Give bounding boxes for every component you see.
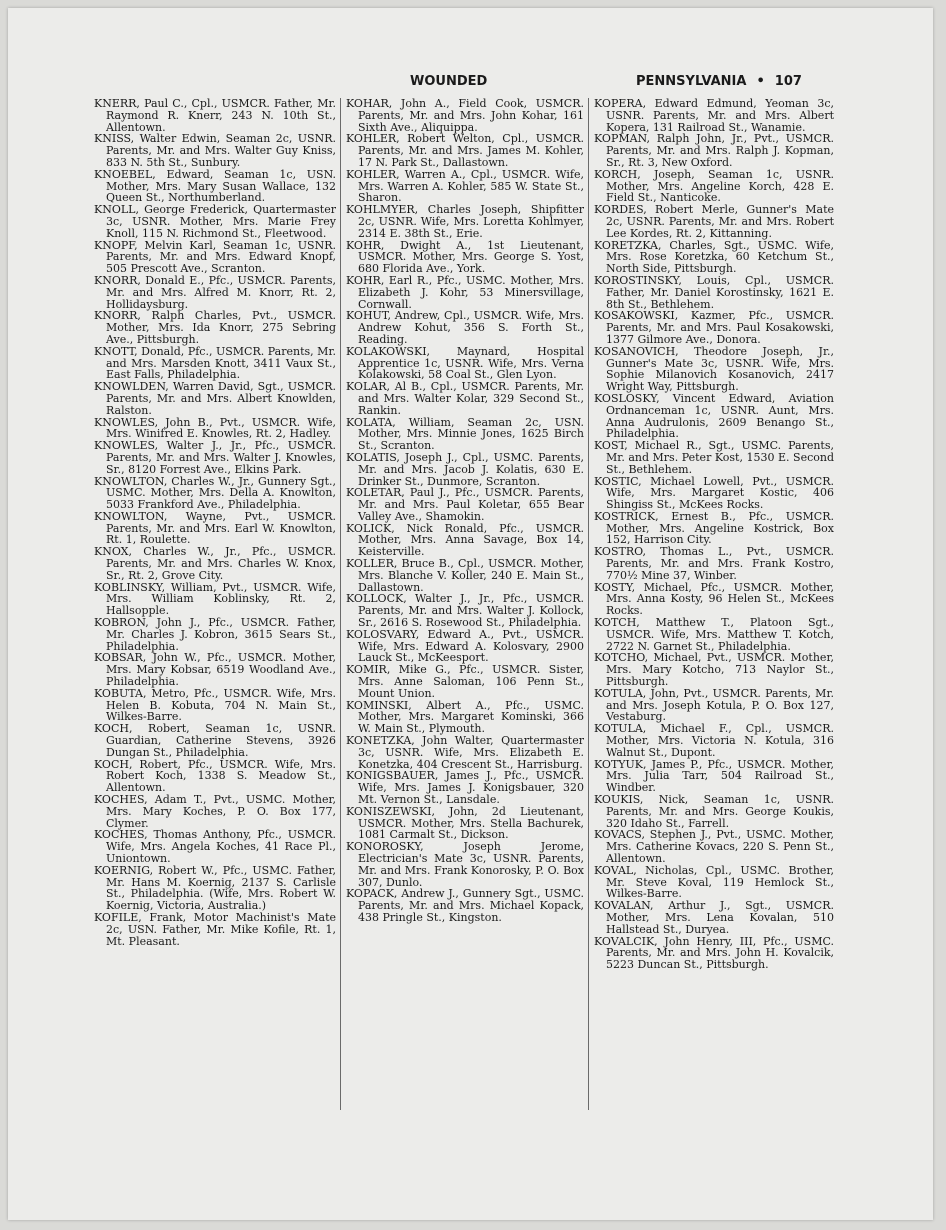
casualty-entry: KOVACS, Stephen J., Pvt., USMC. Mother, Mrs. Catherine Kovacs, 220 S. Penn St., Allentown. bbox=[594, 828, 834, 865]
casualty-entry: KOUKIS, Nick, Seaman 1c, USNR. Parents, Mr. and Mrs. George Koukis, 320 Idaho St., Farrell. bbox=[594, 793, 834, 830]
casualty-entry: KOHUT, Andrew, Cpl., USMCR. Wife, Mrs. Andrew Kohut, 356 S. Forth St., Reading. bbox=[346, 309, 584, 346]
casualty-entry: KOST, Michael R., Sgt., USMC. Parents, Mr. and Mrs. Peter Kost, 1530 E. Second St., Bethlehem. bbox=[594, 439, 834, 476]
casualty-entry: KOCH, Robert, Pfc., USMCR. Wife, Mrs. Robert Koch, 1338 S. Meadow St., Allentown. bbox=[94, 757, 336, 795]
column-1 bbox=[94, 98, 336, 1118]
casualty-entry: KOLATA, William, Seaman 2c, USN. Mother, Mrs. Minnie Jones, 1625 Birch St., Scranton. bbox=[346, 415, 584, 453]
casualty-entry: KOBSAR, John W., Pfc., USMCR. Mother, Mrs. Mary Kobsar, 6519 Woodland Ave., Philadelphia. bbox=[94, 651, 336, 689]
casualty-entry: KNOWLES, Walter J., Jr., Pfc., USMCR. Parents, Mr. and Mrs. Walter J. Knowles, Sr., 8120 Forrest Ave., Elkins Park. bbox=[94, 439, 336, 476]
casualty-entry: KNERR, Paul C., Cpl., USMCR. Father, Mr. Raymond R. Knerr, 243 N. 10th St., Allentown. bbox=[94, 98, 336, 134]
casualty-entry: KOMINSKI, Albert A., Pfc., USMC. Mother, Mrs. Margaret Kominski, 366 W. Main St., Plymouth. bbox=[346, 698, 584, 736]
state-name: PENNSYLVANIA bbox=[636, 74, 747, 89]
casualty-entry: KNOLL, George Frederick, Quartermaster 3c, USNR. Mother, Mrs. Marie Frey Knoll, 115 N. Richmond St., Fleetwood. bbox=[94, 203, 336, 240]
casualty-entry: KOHLMYER, Charles Joseph, Shipfitter 2c, USNR. Wife, Mrs. Loretta Kohlmyer, 2314 E. 38th St., Erie. bbox=[346, 203, 584, 240]
casualty-entry: KOLAKOWSKI, Maynard, Hospital Apprentice 1c, USNR. Wife, Mrs. Verna Kolakowski, 58 Coal St., Glen Lyon. bbox=[346, 344, 584, 382]
casualty-entry: KOHLER, Robert Welton, Cpl., USMCR. Parents, Mr. and Mrs. James M. Kohler, 17 N. Park St., Dallastown. bbox=[346, 132, 584, 169]
casualty-entry: KOBRON, John J., Pfc., USMCR. Father, Mr. Charles J. Kobron, 3615 Sears St., Philadelphia. bbox=[94, 616, 336, 653]
casualty-entry: KOLAR, Al B., Cpl., USMCR. Parents, Mr. and Mrs. Walter Kolar, 329 Second St., Rankin. bbox=[346, 380, 584, 417]
casualty-entry: KNOTT, Donald, Pfc., USMCR. Parents, Mr. and Mrs. Marsden Knott, 3411 Vaux St., East Falls, Philadelphia. bbox=[94, 344, 336, 382]
casualty-entry: KORCH, Joseph, Seaman 1c, USNR. Mother, Mrs. Angeline Korch, 428 E. Field St., Nanticoke. bbox=[594, 167, 834, 205]
casualty-entry: KOLLER, Bruce B., Cpl., USMCR. Mother, Mrs. Blanche V. Koller, 240 E. Main St., Dallastown. bbox=[346, 557, 584, 594]
casualty-entry: KOLETAR, Paul J., Pfc., USMCR. Parents, Mr. and Mrs. Paul Koletar, 655 Bear Valley Ave., Shamokin. bbox=[346, 486, 584, 523]
casualty-entry: KOMIR, Mike G., Pfc., USMCR. Sister, Mrs. Anne Saloman, 106 Penn St., Mount Union. bbox=[346, 663, 584, 700]
casualty-entry: KNOWLTON, Wayne, Pvt., USMCR. Parents, Mr. and Mrs. Earl W. Knowlton, Rt. 1, Roulette. bbox=[94, 509, 336, 547]
column-3 bbox=[594, 98, 834, 1118]
casualty-entry: KOCHES, Adam T., Pvt., USMC. Mother, Mrs. Mary Koches, P. O. Box 177, Clymer. bbox=[94, 793, 336, 830]
casualty-entry: KNOWLES, John B., Pvt., USMCR. Wife, Mrs. Winifred E. Knowles, Rt. 2, Hadley. bbox=[94, 415, 336, 441]
casualty-entry: KOTYUK, James P., Pfc., USMCR. Mother, Mrs. Julia Tarr, 504 Railroad St., Windber. bbox=[594, 757, 834, 795]
casualty-entry: KNOPF, Melvin Karl, Seaman 1c, USNR. Parents, Mr. and Mrs. Edward Knopf, 505 Prescott Ave., Scranton. bbox=[94, 238, 336, 276]
casualty-entry: KOVALCIK, John Henry, III, Pfc., USMC. Parents, Mr. and Mrs. John H. Kovalcik, 5223 Duncan St., Pittsburgh. bbox=[594, 934, 834, 972]
casualty-entry: KONETZKA, John Walter, Quartermaster 3c, USNR. Wife, Mrs. Elizabeth E. Konetzka, 404 Crescent St., Harrisburg. bbox=[346, 734, 584, 771]
casualty-entry: KOPMAN, Ralph John, Jr., Pvt., USMCR. Parents, Mr. and Mrs. Ralph J. Kopman, Sr., Rt. 3, New Oxford. bbox=[594, 132, 834, 169]
casualty-entry: KOBUTA, Metro, Pfc., USMCR. Wife, Mrs. Helen B. Kobuta, 704 N. Main St., Wilkes-Barre. bbox=[94, 686, 336, 724]
casualty-entry: KOHLER, Warren A., Cpl., USMCR. Wife, Mrs. Warren A. Kohler, 585 W. State St., Sharon. bbox=[346, 167, 584, 205]
casualty-entry: KOLOSVARY, Edward A., Pvt., USMCR. Wife, Mrs. Edward A. Kolosvary, 2900 Lauck St., McKeesport. bbox=[346, 627, 584, 665]
page-number: 107 bbox=[774, 74, 802, 89]
casualty-entry: KOTCH, Matthew T., Platoon Sgt., USMCR. Wife, Mrs. Matthew T. Kotch, 2722 N. Garnet St., Philadelphia. bbox=[594, 616, 834, 653]
casualty-entry: KNOX, Charles W., Jr., Pfc., USMCR. Parents, Mr. and Mrs. Charles W. Knox, Sr., Rt. 2, Grove City. bbox=[94, 545, 336, 582]
column-divider bbox=[340, 98, 341, 1110]
casualty-entry: KOVALAN, Arthur J., Sgt., USMCR. Mother, Mrs. Lena Kovalan, 510 Hallstead St., Duryea. bbox=[594, 899, 834, 936]
casualty-entry: KOTULA, John, Pvt., USMCR. Parents, Mr. and Mrs. Joseph Kotula, P. O. Box 127, Vestaburg. bbox=[594, 686, 834, 724]
casualty-entry: KOSAKOWSKI, Kazmer, Pfc., USMCR. Parents, Mr. and Mrs. Paul Kosakowski, 1377 Gilmore Ave., Donora. bbox=[594, 309, 834, 346]
casualty-entry: KOSLOSKY, Vincent Edward, Aviation Ordnanceman 1c, USNR. Aunt, Mrs. Anna Audrulonis, 2609 Benango St., Philadelphia. bbox=[594, 391, 834, 441]
casualty-entry: KOHR, Dwight A., 1st Lieutenant, USMCR. Mother, Mrs. George S. Yost, 680 Florida Ave., York. bbox=[346, 238, 584, 276]
casualty-entry: KNOEBEL, Edward, Seaman 1c, USN. Mother, Mrs. Mary Susan Wallace, 132 Queen St., Northumberland. bbox=[94, 167, 336, 205]
column-divider bbox=[588, 98, 589, 1110]
casualty-entry: KNOWLTON, Charles W., Jr., Gunnery Sgt., USMC. Mother, Mrs. Della A. Knowlton, 5033 Frankford Ave., Philadelphia. bbox=[94, 474, 336, 512]
casualty-entry: KORDES, Robert Merle, Gunner's Mate 2c, USNR. Parents, Mr. and Mrs. Robert Lee Kordes, Rt. 2, Kittanning. bbox=[594, 203, 834, 240]
running-header bbox=[636, 74, 812, 89]
casualty-entry: KOSANOVICH, Theodore Joseph, Jr., Gunner's Mate 3c, USNR. Wife, Mrs. Sophie Milanovich Kosanovich, 2417 Wright Way, Pittsburgh. bbox=[594, 344, 834, 394]
casualty-entry: KOSTY, Michael, Pfc., USMCR. Mother, Mrs. Anna Kosty, 96 Helen St., McKees Rocks. bbox=[594, 580, 834, 618]
casualty-entry: KNORR, Ralph Charles, Pvt., USMCR. Mother, Mrs. Ida Knorr, 275 Sebring Ave., Pittsburgh. bbox=[94, 309, 336, 346]
casualty-entry: KOPACK, Andrew J., Gunnery Sgt., USMC. Parents, Mr. and Mrs. Michael Kopack, 438 Pringle St., Kingston. bbox=[346, 887, 584, 924]
casualty-entry: KNISS, Walter Edwin, Seaman 2c, USNR. Parents, Mr. and Mrs. Walter Guy Kniss, 833 N. 5th St., Sunbury. bbox=[94, 132, 336, 169]
casualty-entry: KOLICK, Nick Ronald, Pfc., USMCR. Mother, Mrs. Anna Savage, Box 14, Keisterville. bbox=[346, 521, 584, 559]
casualty-entry: KOPERA, Edward Edmund, Yeoman 3c, USNR. Parents, Mr. and Mrs. Albert Kopera, 131 Railroad St., Wanamie. bbox=[594, 98, 834, 134]
casualty-entry: KOCHES, Thomas Anthony, Pfc., USMCR. Wife, Mrs. Angela Koches, 41 Race Pl., Uniontown. bbox=[94, 828, 336, 865]
casualty-entry: KOHAR, John A., Field Cook, USMCR. Parents, Mr. and Mrs. John Kohar, 161 Sixth Ave., Aliquippa. bbox=[346, 98, 584, 134]
casualty-entry: KOSTRO, Thomas L., Pvt., USMCR. Parents, Mr. and Mrs. Frank Kostro, 770½ Mine 37, Winber. bbox=[594, 545, 834, 582]
casualty-entry: KOVAL, Nicholas, Cpl., USMC. Brother, Mr. Steve Koval, 119 Hemlock St., Wilkes-Barre. bbox=[594, 863, 834, 901]
header-bullet: • bbox=[756, 74, 765, 89]
casualty-entry: KORETZKA, Charles, Sgt., USMC. Wife, Mrs. Rose Koretzka, 60 Ketchum St., North Side, Pittsburgh. bbox=[594, 238, 834, 276]
casualty-entry: KOCH, Robert, Seaman 1c, USNR. Guardian, Catherine Stevens, 3926 Dungan St., Philadelphia. bbox=[94, 722, 336, 759]
document-page bbox=[8, 8, 933, 1220]
section-title: WOUNDED bbox=[410, 74, 488, 89]
casualty-entry: KOTCHO, Michael, Pvt., USMCR. Mother, Mrs. Mary Kotcho, 713 Naylor St., Pittsburgh. bbox=[594, 651, 834, 689]
casualty-entry: KOHR, Earl R., Pfc., USMC. Mother, Mrs. Elizabeth J. Kohr, 53 Minersvillage, Cornwall. bbox=[346, 273, 584, 311]
casualty-entry: KOTULA, Michael F., Cpl., USMCR. Mother, Mrs. Victoria N. Kotula, 316 Walnut St., Dupont. bbox=[594, 722, 834, 759]
column-2 bbox=[346, 98, 584, 1118]
casualty-entry: KOBLINSKY, William, Pvt., USMCR. Wife, Mrs. William Koblinsky, Rt. 2, Hallsopple. bbox=[94, 580, 336, 618]
casualty-entry: KOLATIS, Joseph J., Cpl., USMC. Parents, Mr. and Mrs. Jacob J. Kolatis, 630 E. Drinker St., Dunmore, Scranton. bbox=[346, 450, 584, 488]
casualty-entry: KONIGSBAUER, James J., Pfc., USMCR. Wife, Mrs. James J. Konigsbauer, 320 Mt. Vernon St., Lansdale. bbox=[346, 769, 584, 807]
casualty-entry: KOSTIC, Michael Lowell, Pvt., USMCR. Wife, Mrs. Margaret Kostic, 406 Shingiss St., McKees Rocks. bbox=[594, 474, 834, 512]
casualty-entry: KOLLOCK, Walter J., Jr., Pfc., USMCR. Parents, Mr. and Mrs. Walter J. Kollock, Sr., 2616 S. Rosewood St., Philadelphia. bbox=[346, 592, 584, 630]
casualty-entry: KOERNIG, Robert W., Pfc., USMC. Father, Mr. Hans M. Koernig, 2137 S. Carlisle St., Philadelphia. (Wife, Mrs. Robert W. Koernig, Victoria, Australia.) bbox=[94, 863, 336, 913]
casualty-entry: KONISZEWSKI, John, 2d Lieutenant, USMCR. Mother, Mrs. Stella Bachurek, 1081 Carmalt St., Dickson. bbox=[346, 804, 584, 842]
casualty-entry: KOFILE, Frank, Motor Machinist's Mate 2c, USN. Father, Mr. Mike Kofile, Rt. 1, Mt. Pleasant. bbox=[94, 910, 336, 948]
casualty-entry: KNORR, Donald E., Pfc., USMCR. Parents, Mr. and Mrs. Alfred M. Knorr, Rt. 2, Hollidaysburg. bbox=[94, 273, 336, 311]
casualty-entry: KONOROSKY, Joseph Jerome, Electrician's Mate 3c, USNR. Parents, Mr. and Mrs. Frank Konorosky, P. O. Box 307, Dunlo. bbox=[346, 840, 584, 889]
casualty-entry: KNOWLDEN, Warren David, Sgt., USMCR. Parents, Mr. and Mrs. Albert Knowlden, Ralston. bbox=[94, 380, 336, 417]
casualty-entry: KOROSTINSKY, Louis, Cpl., USMCR. Father, Mr. Daniel Korostinsky, 1621 E. 8th St., Bethlehem. bbox=[594, 273, 834, 311]
casualty-entry: KOSTRICK, Ernest B., Pfc., USMCR. Mother, Mrs. Angeline Kostrick, Box 152, Harrison City. bbox=[594, 509, 834, 547]
